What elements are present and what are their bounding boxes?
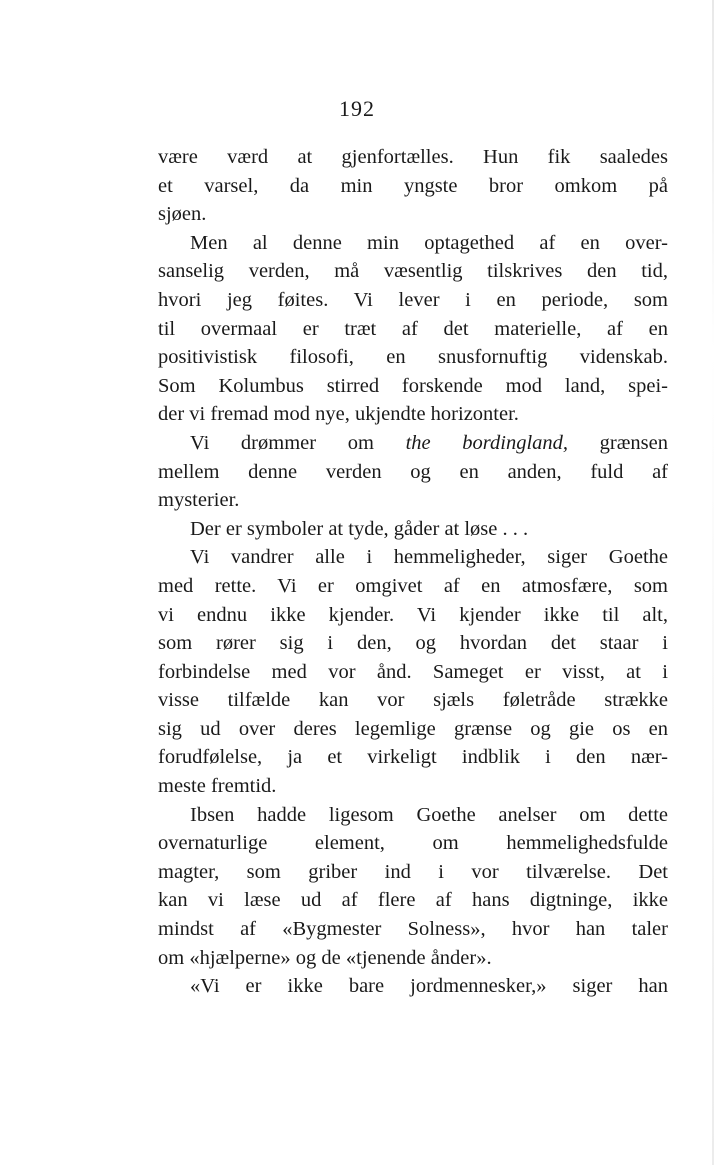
text-line: Som Kolumbus stirred forskende mod land, spei- — [158, 374, 668, 397]
text-line: mindst af «Bygmester Solness», hvor han taler — [158, 918, 668, 941]
text-line-mixed — [158, 429, 668, 458]
text-line: mellem denne verden og en anden, fuld af — [158, 460, 668, 483]
text-line: Men al denne min optagethed af en over- — [190, 231, 668, 254]
text-line: overnaturlige element, om hemmelighedsfulde — [158, 832, 668, 855]
text-line: forudfølelse, ja et virkeligt indblik i den nær- — [158, 746, 668, 769]
text-line: positivistisk filosofi, en snusfornuftig videnskab. — [158, 346, 668, 369]
text-line: der vi fremad mod nye, ukjendte horizonter. — [158, 403, 519, 426]
text-line: Ibsen hadde ligesom Goethe anelser om dette — [190, 803, 668, 826]
text-line: Der er symboler at tyde, gåder at løse . . . — [190, 517, 529, 540]
italic-phrase: the bordingland, — [405, 431, 569, 454]
text-line: «Vi er ikke bare jordmennesker,» siger han — [190, 975, 668, 998]
text-line: visse tilfælde kan vor sjæls føletråde strække — [158, 689, 668, 712]
text-line: sanselig verden, må væsentlig tilskrives den tid, — [158, 260, 668, 283]
text-line: som rører sig i den, og hvordan det staar i — [158, 632, 668, 655]
text-line: hvori jeg føites. Vi lever i en periode, som — [158, 288, 668, 311]
body-text — [158, 143, 668, 1001]
text-line: med rette. Vi er omgivet af en atmosfære, som — [158, 574, 668, 597]
text-line: mysterier. — [158, 489, 240, 512]
text-line: Vi vandrer alle i hemmeligheder, siger Goethe — [190, 546, 668, 569]
text-line: meste fremtid. — [158, 775, 277, 798]
text-line: vi endnu ikke kjender. Vi kjender ikke til alt, — [158, 603, 668, 626]
text-line: sjøen. — [158, 203, 207, 226]
text-line: kan vi læse ud af flere af hans digtninge, ikke — [158, 889, 668, 912]
text-line: magter, som griber ind i vor tilværelse. Det — [158, 860, 668, 883]
text-line: til overmaal er træt af det materielle, af en — [158, 317, 668, 340]
text-line: være værd at gjenfortælles. Hun fik saaledes — [158, 146, 668, 168]
text-line: sig ud over deres legemlige grænse og gie os en — [158, 717, 668, 740]
text-fragment: Vi drømmer om — [190, 431, 374, 454]
text-fragment: grænsen — [599, 431, 668, 454]
text-line: et varsel, da min yngste bror omkom på — [158, 174, 668, 197]
text-line: om «hjælperne» og de «tjenende ånder». — [158, 946, 492, 969]
page-number: 192 — [339, 96, 375, 121]
text-line: forbindelse med vor ånd. Sameget er visst, at i — [158, 660, 668, 683]
